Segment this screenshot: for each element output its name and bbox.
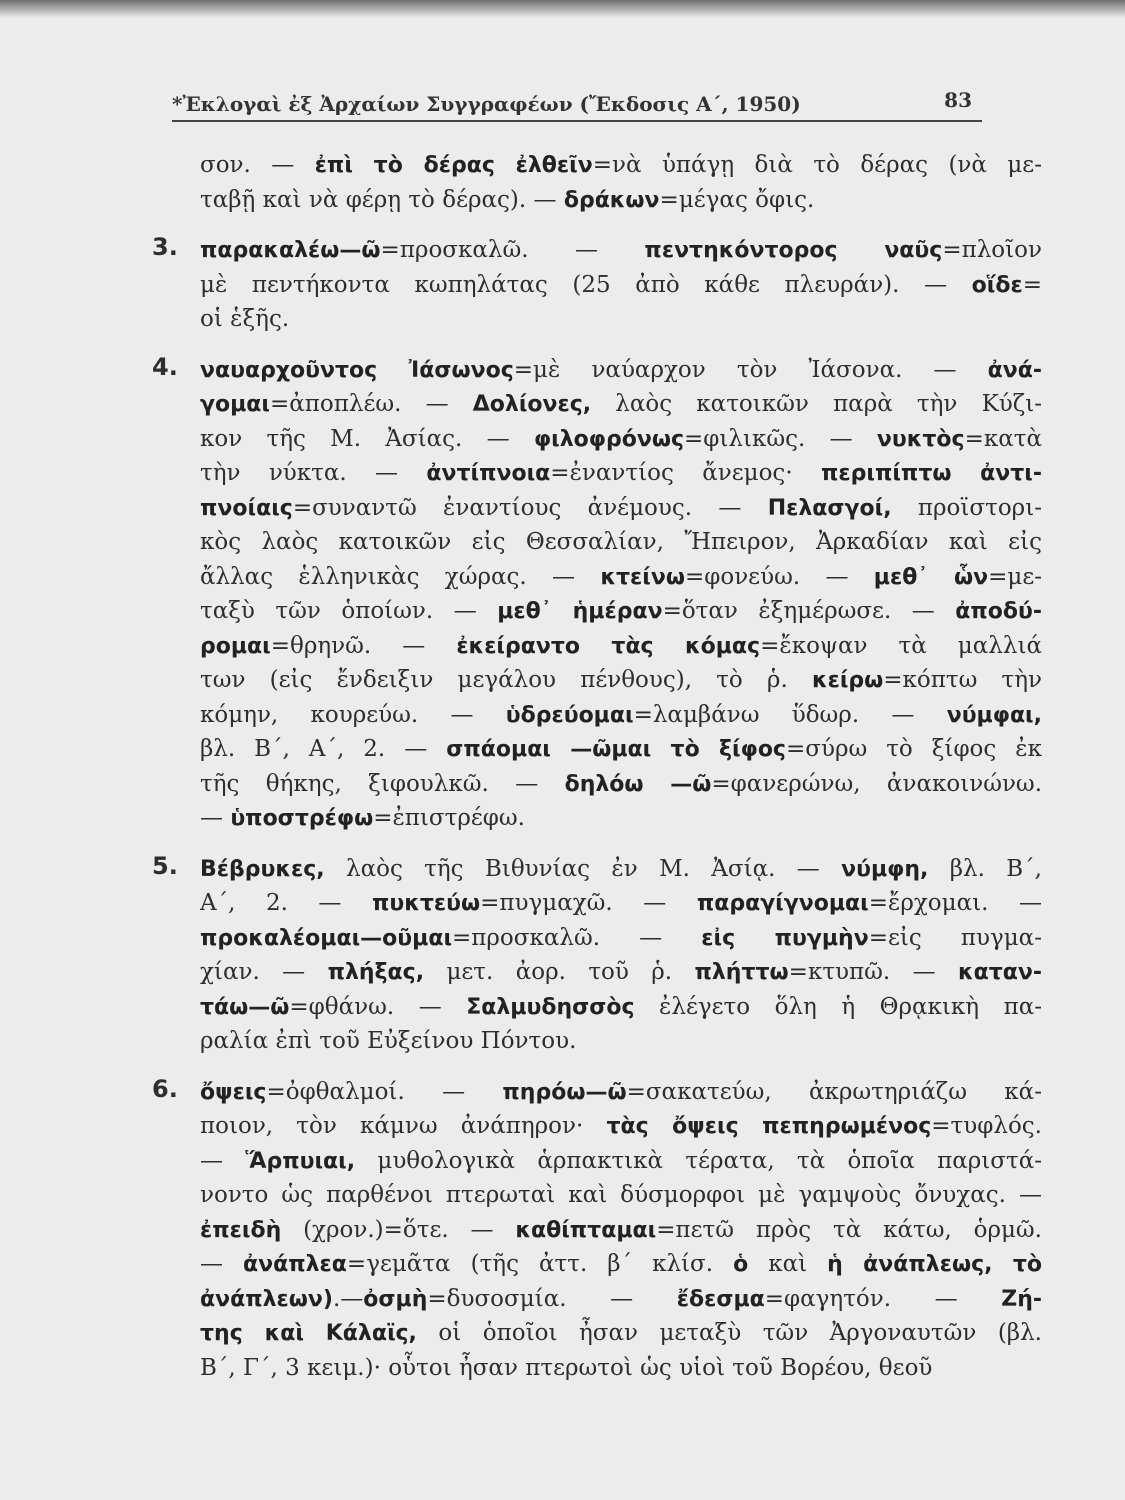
headword: δηλόω —ῶ <box>564 771 712 797</box>
definition-text: =ἀποπλέω. — <box>269 391 473 417</box>
headword: κείρω <box>811 668 884 693</box>
text-line <box>200 594 1042 629</box>
definition-text: (χρον.)=ὅτε. — <box>281 1216 516 1243</box>
text-line <box>200 268 1042 303</box>
text-line <box>200 183 1042 218</box>
headword: οἵδε <box>971 272 1023 298</box>
definition-text: =σακατεύω, ἀκρωτηριάζω κά- <box>626 1078 1042 1105</box>
entry-number: 5. <box>152 851 178 880</box>
glossary-entry <box>200 148 1042 217</box>
text-line <box>200 801 1042 836</box>
definition-text: καὶ <box>748 1251 828 1277</box>
glossary-body <box>152 148 1042 1401</box>
definition-text: βλ. Β΄, Α΄, 2. — <box>200 736 447 762</box>
text-line <box>200 1247 1042 1282</box>
definition-text: προϊστορι- <box>891 494 1042 521</box>
text-line <box>200 767 1042 802</box>
definition-text: .— <box>332 1285 364 1312</box>
headword: ἡ ἀνάπλεως, τὸ <box>827 1252 1042 1277</box>
definition-text: = <box>1022 271 1042 298</box>
definition-text: =δυσοσμία. — <box>427 1285 677 1312</box>
headword: ὀσμὴ <box>363 1286 428 1312</box>
definition-text: =ὅταν ἐξημέρωσε. — <box>662 598 956 624</box>
headword: κτείνω <box>600 564 685 590</box>
text-line <box>200 886 1042 921</box>
text-line <box>200 422 1042 457</box>
headword: καταν- <box>957 960 1042 985</box>
definition-text: =ἐπιστρέφω. <box>373 805 525 831</box>
headword: ρομαι <box>200 633 271 659</box>
definition-text: =ὀφθαλμοί. — <box>266 1078 503 1105</box>
headword: ναυαρχοῦντος Ἰάσωνος <box>200 357 514 383</box>
text-line <box>200 456 1042 491</box>
headword: ἔδεσμα <box>676 1286 765 1312</box>
text-line <box>200 148 1042 183</box>
headword: καθίπταμαι <box>515 1217 657 1243</box>
definition-text: =μέγας ὄφις. <box>659 186 815 213</box>
headword: ἀνά- <box>987 357 1042 383</box>
glossary-entry <box>152 352 1042 836</box>
headword: Ἅρπυιαι, <box>245 1148 356 1174</box>
definition-text: =θρηνῶ. — <box>270 632 457 659</box>
headword: ἀνάπλεων) <box>200 1286 333 1312</box>
definition-text: ταξὺ τῶν ὁποίων. — <box>200 598 498 624</box>
text-line <box>200 1282 1042 1317</box>
headword: μεθ᾽ ὧν <box>873 564 989 590</box>
definition-text: χίαν. — <box>200 959 328 985</box>
headword: ἐκείραντο τὰς κόμας <box>456 633 761 659</box>
headword: δράκων <box>563 187 660 213</box>
glossary-entry <box>152 1074 1042 1386</box>
definition-text: =εἰς πυγμα- <box>868 924 1042 951</box>
headword: Σαλμυδησσὸς <box>466 994 635 1020</box>
text-line <box>200 353 1042 388</box>
text-line <box>200 1213 1042 1248</box>
headword: παρακαλέω—ῶ <box>200 238 381 263</box>
headword: πλήττω <box>694 960 789 985</box>
definition-text: =κτυπῶ. — <box>788 959 958 985</box>
definition-text: =ἐναντίος ἄνεμος· <box>550 460 821 486</box>
definition-text: =κόπτω τὴν <box>883 667 1042 693</box>
definition-text: τῆς θήκης, ξιφουλκῶ. — <box>200 770 565 797</box>
headword: πεντηκόντορος ναῦς <box>644 238 943 263</box>
headword: Δολίονες, <box>472 392 592 417</box>
page-number: 83 <box>944 88 972 112</box>
headword: τάω—ῶ <box>200 994 290 1020</box>
headword: γομαι <box>200 392 270 417</box>
entry-number: 3. <box>152 233 178 261</box>
definition-text: Β΄, Γ΄, 3 κειμ.)· οὗτοι ἦσαν πτερωτοὶ ὡς υἱοὶ τοῦ Βορέου, θεοῦ <box>200 1354 933 1381</box>
headword: εἰς πυγμὴν <box>701 925 869 951</box>
glossary-entry <box>152 851 1042 1059</box>
definition-text: ταβῇ καὶ νὰ φέρῃ τὸ δέρας). — <box>200 186 564 213</box>
headword: ἐπὶ τὸ δέρας ἐλθεῖν <box>314 153 593 178</box>
definition-text: =προσκαλῶ. — <box>380 237 645 263</box>
definition-text: ραλία ἐπὶ τοῦ Εὐξείνου Πόντου. <box>200 1028 577 1054</box>
headword: περιπίπτω ἀντι- <box>820 461 1042 486</box>
definition-text: κον τῆς Μ. Ἀσίας. — <box>200 425 534 452</box>
headword: ὁ <box>733 1252 749 1277</box>
definition-text: νοντο ὡς παρθένοι πτερωταὶ καὶ δύσμορφοι μὲ γαμψοὺς ὄνυχας. — <box>200 1182 1042 1208</box>
headword: μεθ᾽ ἡμέραν <box>497 599 663 624</box>
text-line <box>200 955 1042 990</box>
headword: παραγίγνομαι <box>696 891 869 916</box>
headword: ἀνάπλεα <box>243 1252 347 1277</box>
text-line <box>200 1351 1042 1386</box>
text-line <box>200 1178 1042 1213</box>
definition-text: =σύρω τὸ ξίφος ἐκ <box>785 736 1042 762</box>
text-line <box>200 663 1042 698</box>
headword: ὑδρεύομαι <box>505 702 634 728</box>
text-line <box>200 990 1042 1025</box>
definition-text: ἄλλας ἑλληνικὰς χώρας. — <box>200 563 601 590</box>
headword: Ζή- <box>1001 1286 1042 1312</box>
headword: ἀποδύ- <box>955 599 1042 624</box>
entry-number: 6. <box>152 1074 178 1103</box>
text-line <box>200 1316 1042 1351</box>
text-line <box>200 698 1042 733</box>
definition-text: οἱ ὁποῖοι ἦσαν μεταξὺ τῶν Ἀργοναυτῶν (βλ. <box>416 1320 1042 1346</box>
definition-text: οἱ ἑξῆς. <box>200 306 290 332</box>
definition-text: — <box>200 805 231 831</box>
definition-text: =συναντῶ ἐναντίους ἀνέμους. — <box>292 494 768 521</box>
text-line <box>200 1075 1042 1110</box>
definition-text: σον. — <box>200 152 315 178</box>
definition-text: =τυφλός. <box>931 1113 1042 1139</box>
headword: νυκτὸς <box>876 426 965 452</box>
headword: νύμφη, <box>841 856 929 882</box>
headword: πηρόω—ῶ <box>502 1079 627 1105</box>
text-line <box>200 491 1042 526</box>
text-line <box>200 302 1042 337</box>
headword: ἀντίπνοια <box>426 461 551 486</box>
definition-text: =ἔκοψαν τὰ μαλλιά <box>760 632 1042 659</box>
definition-text: =προσκαλῶ. — <box>452 924 702 951</box>
definition-text: κόμην, κουρεύω. — <box>200 701 506 728</box>
headword: ἐπειδὴ <box>200 1217 282 1243</box>
text-line <box>200 629 1042 664</box>
definition-text: =με- <box>988 563 1042 590</box>
definition-text: =πλοῖον <box>942 237 1042 263</box>
definition-text: =γεμᾶτα (τῆς ἀττ. β΄ κλίσ. <box>346 1251 734 1277</box>
text-line <box>200 1144 1042 1179</box>
definition-text: =φονεύω. — <box>684 563 874 590</box>
definition-text: =φανερώνω, ἀνακοινώνω. <box>711 770 1042 797</box>
headword: Πελασγοί, <box>767 495 892 521</box>
definition-text: =νὰ ὑπάγῃ διὰ τὸ δέρας (νὰ με- <box>592 152 1042 178</box>
headword: τὰς ὄψεις πεπηρωμένος <box>606 1114 932 1139</box>
headword: ὄψεις <box>200 1079 267 1105</box>
text-line <box>200 921 1042 956</box>
headword: σπάομαι —ῶμαι τὸ ξίφος <box>446 737 786 762</box>
definition-text: — <box>200 1147 246 1174</box>
definition-text: =φαγητόν. — <box>764 1285 1002 1312</box>
definition-text: λαὸς τῆς Βιθυνίας ἐν Μ. Ἀσίᾳ. — <box>324 855 842 882</box>
header-title: *Ἐκλογαὶ ἐξ Ἀρχαίων Συγγραφέων (Ἔκδοσις Α΄, 1950) <box>172 92 801 116</box>
text-line <box>200 387 1042 422</box>
glossary-entry <box>152 233 1042 337</box>
definition-text: μυθολογικὰ ἁρπακτικὰ τέρατα, τὰ ὁποῖα παριστά- <box>355 1147 1042 1174</box>
text-line <box>200 852 1042 887</box>
definition-text: λαὸς κατοικῶν παρὰ τὴν Κύζι- <box>591 391 1042 417</box>
definition-text: =φθάνω. — <box>289 993 467 1020</box>
definition-text: — <box>200 1251 244 1277</box>
headword: προκαλέομαι—οῦμαι <box>200 925 453 951</box>
definition-text: Α΄, 2. — <box>200 890 372 916</box>
definition-text: =λαμβάνω ὕδωρ. — <box>633 701 947 728</box>
definition-text: =φιλικῶς. — <box>684 425 877 452</box>
definition-text: ποιον, τὸν κάμνω ἀνάπηρον· <box>200 1113 607 1139</box>
definition-text: ἐλέγετο ὅλη ἡ Θρᾳκικὴ πα- <box>634 993 1042 1020</box>
entry-number: 4. <box>152 352 178 381</box>
text-line <box>200 233 1042 268</box>
definition-text: =πυγμαχῶ. — <box>480 890 697 916</box>
headword: Βέβρυκες, <box>200 856 325 882</box>
text-line <box>200 525 1042 560</box>
headword: πνοίαις <box>200 495 293 521</box>
definition-text: μετ. ἀορ. τοῦ ῥ. <box>424 959 695 985</box>
headword: της καὶ Κάλαϊς, <box>200 1321 417 1346</box>
definition-text: μὲ πεντήκοντα κωπηλάτας (25 ἀπὸ κάθε πλευράν). — <box>200 271 972 298</box>
definition-text: τὴν νύκτα. — <box>200 460 427 486</box>
definition-text: =κατὰ <box>964 425 1042 452</box>
definition-text: =μὲ ναύαρχον τὸν Ἰάσονα. — <box>513 356 988 383</box>
text-line <box>200 560 1042 595</box>
text-line <box>200 1024 1042 1059</box>
text-line <box>200 732 1042 767</box>
running-header <box>172 86 982 122</box>
page-edge-shadow <box>0 0 1125 18</box>
definition-text: βλ. Β΄, <box>928 855 1042 882</box>
headword: φιλοφρόνως <box>533 426 684 452</box>
definition-text: των (εἰς ἔνδειξιν μεγάλου πένθους), τὸ ῥ. <box>200 667 812 693</box>
definition-text: κὸς λαὸς κατοικῶν εἰς Θεσσαλίαν, Ἤπειρον, Ἀρκαδίαν καὶ εἰς <box>200 529 1042 555</box>
headword: νύμφαι, <box>946 702 1042 728</box>
text-line <box>200 1109 1042 1144</box>
definition-text: =πετῶ πρὸς τὰ κάτω, ὁρμῶ. <box>656 1216 1042 1243</box>
headword: ὑποστρέφω <box>230 806 374 831</box>
headword: πυκτεύω <box>371 891 481 916</box>
definition-text: =ἔρχομαι. — <box>868 890 1042 916</box>
headword: πλήξας, <box>327 960 425 985</box>
